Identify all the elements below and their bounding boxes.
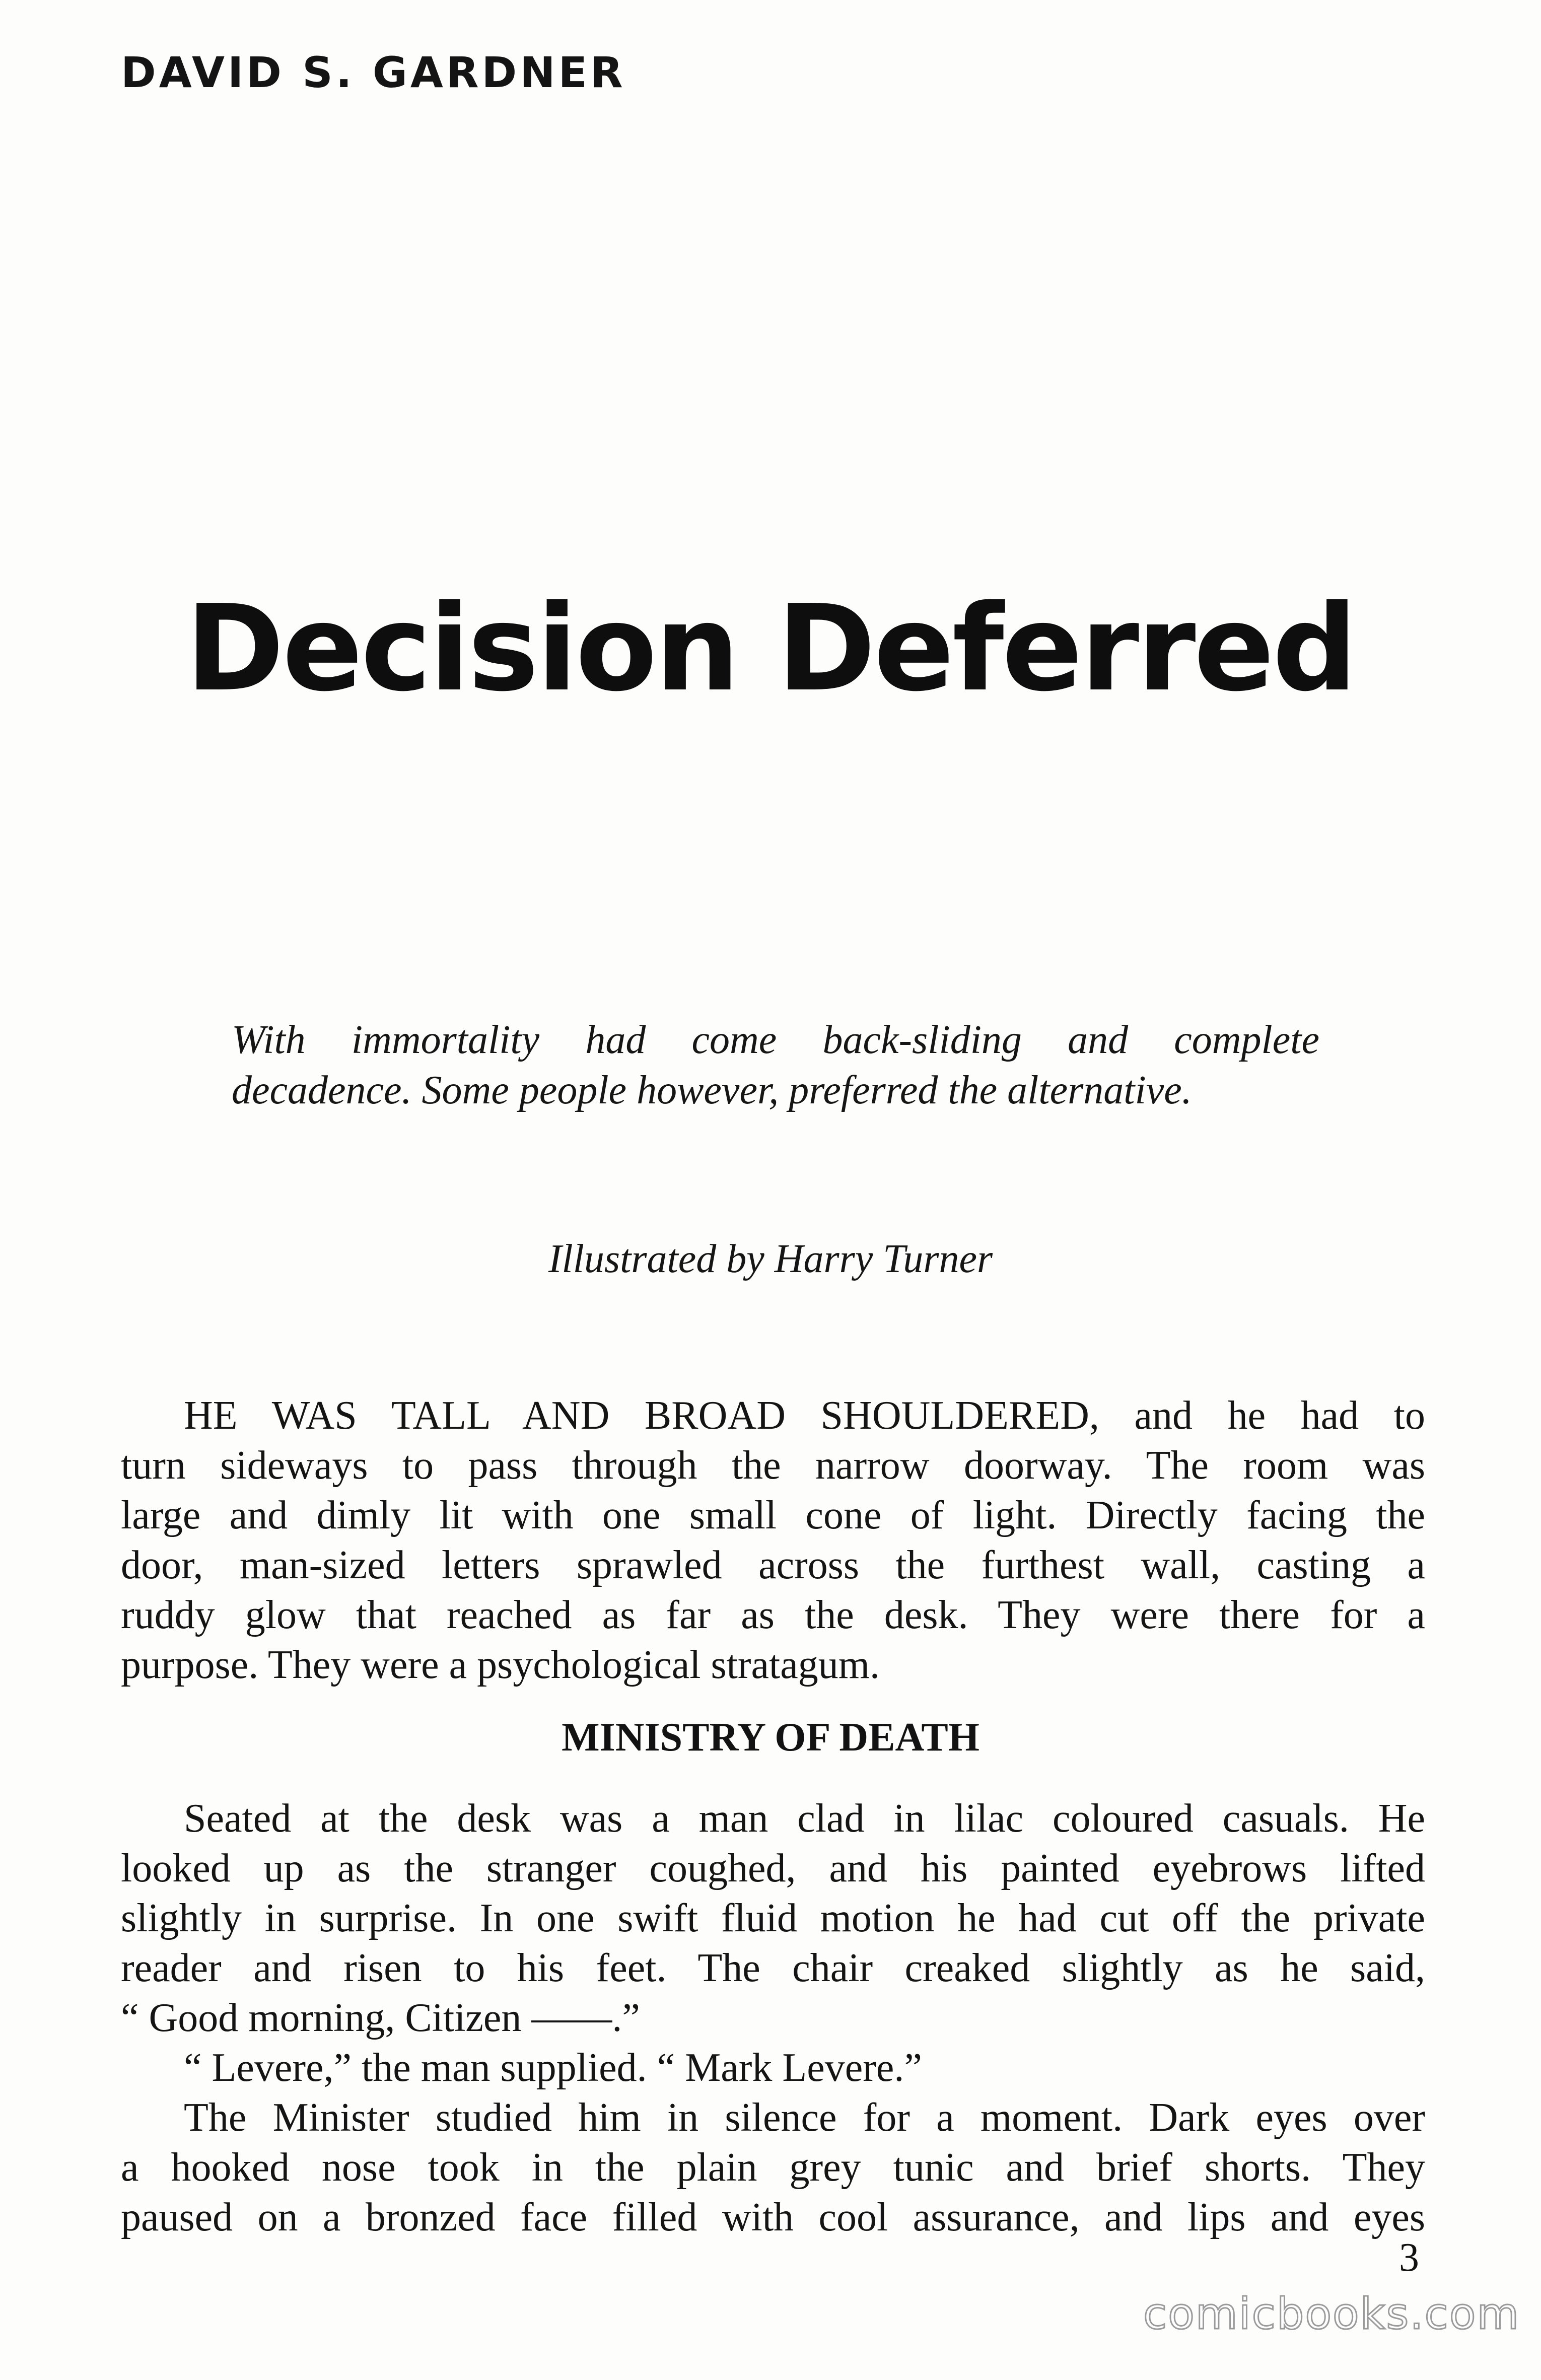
text-line: HE WAS TALL AND BROAD SHOULDERED, and he had to bbox=[184, 1393, 1425, 1438]
text-line: “ Levere,” the man supplied. “ Mark Levere.” bbox=[184, 2046, 922, 2090]
text-line: turn sideways to pass through the narrow doorway. The room was bbox=[121, 1443, 1425, 1488]
text-line: large and dimly lit with one small cone of light. Directly facing the bbox=[121, 1493, 1425, 1537]
blurb-line: With immortality had come back-sliding and complete bbox=[232, 1018, 1319, 1062]
author-name: DAVID S. GARDNER bbox=[121, 48, 626, 97]
text-line: slightly in surprise. In one swift fluid motion he had cut off the private bbox=[121, 1896, 1425, 1940]
wall-sign-heading: MINISTRY OF DEATH bbox=[562, 1715, 979, 1760]
story-blurb bbox=[232, 1015, 1319, 1115]
paragraph-minister bbox=[121, 1794, 1425, 2243]
text-line: Seated at the desk was a man clad in lilac coloured casuals. He bbox=[184, 1796, 1425, 1841]
illustrator-credit: Illustrated by Harry Turner bbox=[548, 1237, 993, 1281]
text-line: reader and risen to his feet. The chair creaked slightly as he said, bbox=[121, 1946, 1425, 1990]
blurb-line: decadence. Some people however, preferred the alternative. bbox=[232, 1068, 1192, 1112]
text-line: “ Good morning, Citizen ——.” bbox=[121, 1996, 640, 2040]
text-line: paused on a bronzed face filled with cool assurance, and lips and eyes bbox=[121, 2195, 1425, 2239]
watermark-logo: comicbooks.com bbox=[1143, 2289, 1520, 2339]
text-line: purpose. They were a psychological stratagum. bbox=[121, 1643, 880, 1687]
text-line: looked up as the stranger coughed, and his painted eyebrows lifted bbox=[121, 1846, 1425, 1891]
text-line: The Minister studied him in silence for a moment. Dark eyes over bbox=[184, 2095, 1425, 2140]
paragraph-opening bbox=[121, 1391, 1425, 1690]
story-title: Decision Deferred bbox=[185, 579, 1356, 718]
page-number: 3 bbox=[1399, 2235, 1419, 2280]
text-line: door, man-sized letters sprawled across the furthest wall, casting a bbox=[121, 1543, 1425, 1587]
text-line: a hooked nose took in the plain grey tunic and brief shorts. They bbox=[121, 2145, 1425, 2190]
text-line: ruddy glow that reached as far as the desk. They were there for a bbox=[121, 1593, 1425, 1637]
